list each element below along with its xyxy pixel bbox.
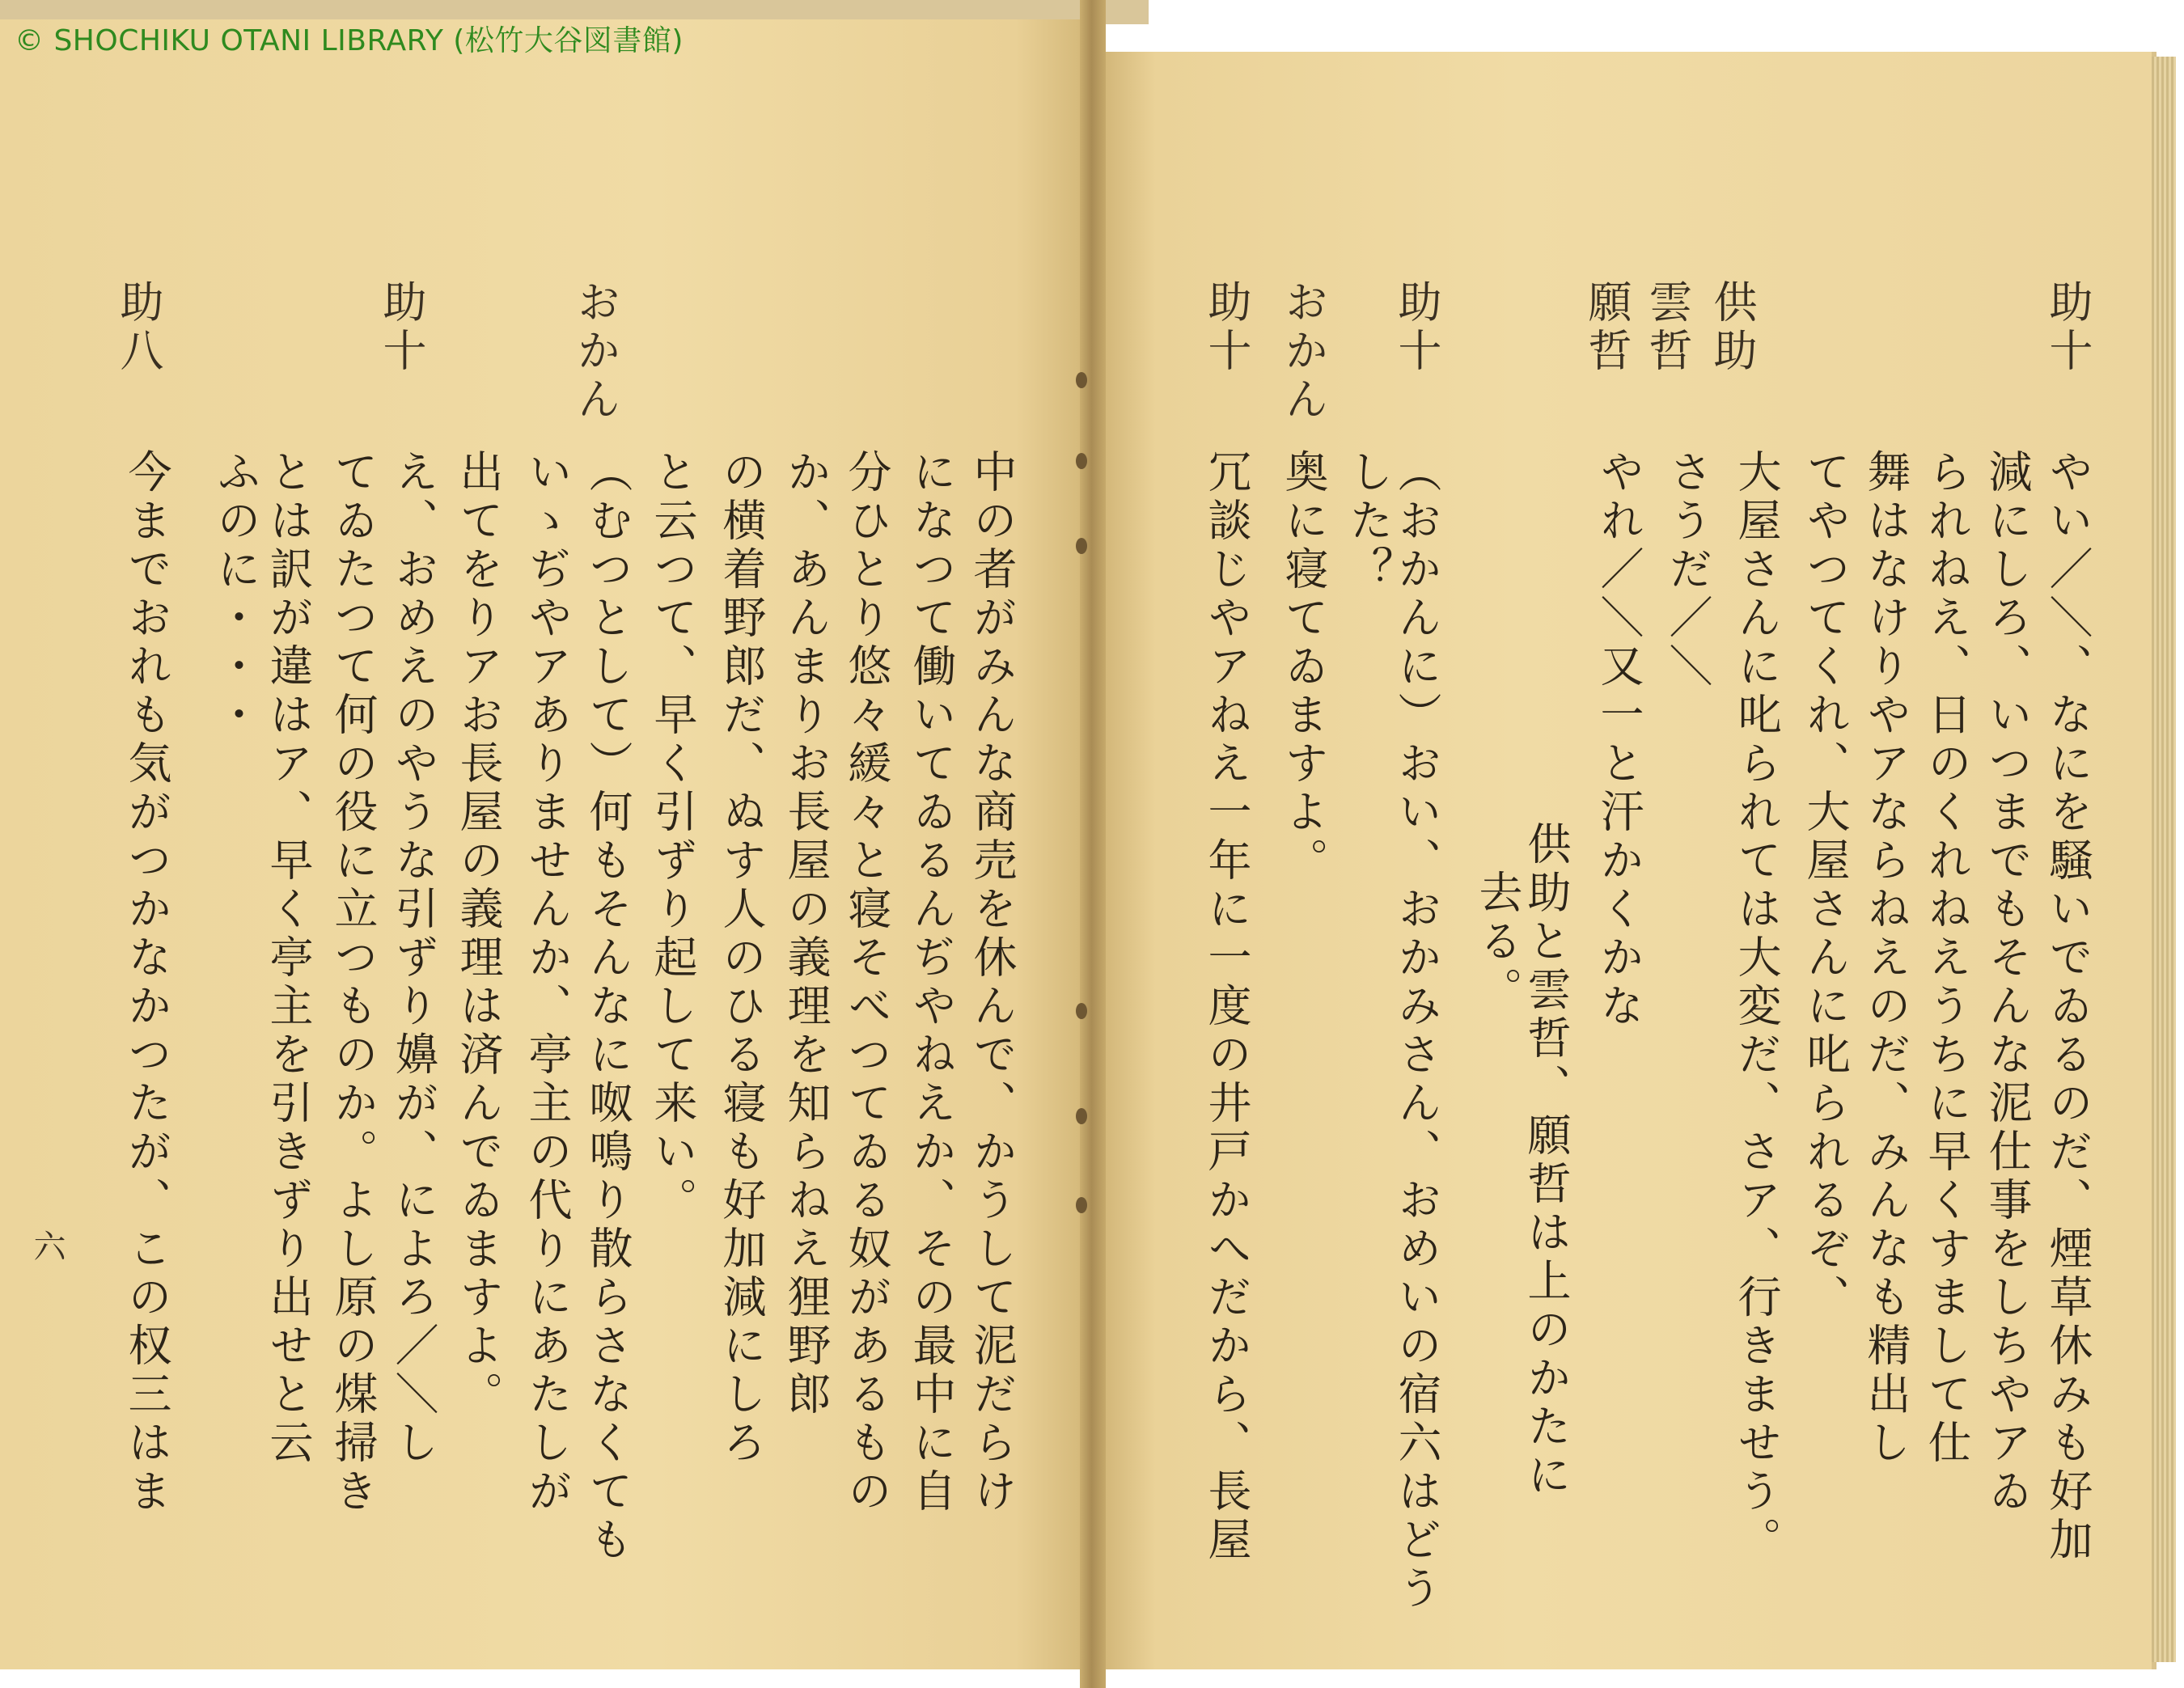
copyright-notice: © SHOCHIKU OTANI LIBRARY (松竹大谷図書館) (15, 24, 684, 57)
dialogue-line: の横着野郎だ、ぬす人のひる寝も好加減にしろ (716, 449, 767, 1468)
speaker-name: 雲哲 (1642, 279, 1693, 376)
dialogue-line: さうだ／＼ (1662, 449, 1713, 692)
speaker-name: おかん (1278, 279, 1329, 425)
dialogue-line: 奥に寝てゐますよ。 (1278, 449, 1329, 886)
dialogue-line: 減にしろ、いつまでもそんな泥仕事をしちやアゐ (1982, 449, 2033, 1517)
dialogue-line: やい／＼、なにを騒いでゐるのだ、煙草休みも好加 (2042, 449, 2093, 1565)
speaker-name: 供助 (1707, 279, 1758, 376)
dialogue-line: いゝぢやアありませんか、亭主の代りにあたしが (522, 449, 573, 1517)
gutter (1080, 0, 1106, 1688)
binding-hole (1076, 1108, 1087, 1124)
dialogue-line: （おかんに）おい、おかみさん、おめいの宿六はどう (1391, 449, 1442, 1614)
speaker-name: 助十 (2042, 279, 2093, 376)
dialogue-line: 分ひとり悠々緩々と寝そべつてゐる奴があるもの (841, 449, 892, 1517)
dialogue-line: やれ／＼又一と汗かくかな (1594, 449, 1644, 1031)
dialogue-line: 今までおれも気がつかなかつたが、この权三はま (121, 449, 172, 1517)
dialogue-line: てゐたつて何の役に立つものか。よし原の煤掃き (328, 449, 379, 1517)
binding-hole (1076, 372, 1087, 388)
dialogue-line: になつて働いてゐるんぢやねえか、その最中に自 (906, 449, 957, 1517)
dialogue-line: られねえ、日のくれねえうちに早くすまして仕 (1921, 449, 1972, 1468)
speaker-name: 助八 (113, 279, 164, 376)
binding-hole (1076, 453, 1087, 469)
dialogue-line: （むつとして）何もそんなに呶鳴り散らさなくても (582, 449, 633, 1565)
speaker-name: 助十 (1391, 279, 1442, 376)
dialogue-line: 供助と雲哲、願哲は上のかたに (1521, 821, 1572, 1500)
binding-hole (1076, 1003, 1087, 1019)
binding-hole (1076, 538, 1087, 554)
dialogue-line: 中の者がみんな商売を休んで、かうして泥だらけ (967, 449, 1018, 1517)
speaker-name: 願哲 (1581, 279, 1632, 376)
speaker-name: 助十 (1201, 279, 1252, 376)
speaker-name: おかん (570, 279, 621, 425)
dialogue-line: え、おめえのやうな引ずり嬶が、によろ／＼し (388, 449, 439, 1468)
dialogue-line: てやつてくれ、大屋さんに叱られるぞ、 (1800, 449, 1851, 1322)
dialogue-line: とは訳が違はア、早く亭主を引きずり出せと云 (263, 449, 314, 1468)
dialogue-line: した？ (1343, 449, 1394, 594)
dialogue-line: と云つて、早く引ずり起して来い。 (647, 449, 698, 1225)
dialogue-line: 出てをりアお長屋の義理は済んでゐますよ。 (453, 449, 504, 1419)
dialogue-line: 去る。 (1472, 869, 1523, 1015)
dialogue-line: 舞はなけりやアならねえのだ、みんなも精出し (1860, 449, 1911, 1468)
dialogue-line: 大屋さんに叱られては大変だ、さア、行きませう。 (1731, 449, 1782, 1565)
page-edges (2152, 57, 2176, 1662)
binding-hole (1076, 1197, 1087, 1213)
dialogue-line: 冗談じやアねえ一年に一度の井戸かへだから、長屋 (1201, 449, 1252, 1565)
speaker-name: 助十 (376, 279, 427, 376)
page-number: 六 (28, 1229, 66, 1262)
dialogue-line: か、あんまりお長屋の義理を知らねえ狸野郎 (781, 449, 832, 1419)
dialogue-line: ふのに・・・ (210, 449, 261, 740)
